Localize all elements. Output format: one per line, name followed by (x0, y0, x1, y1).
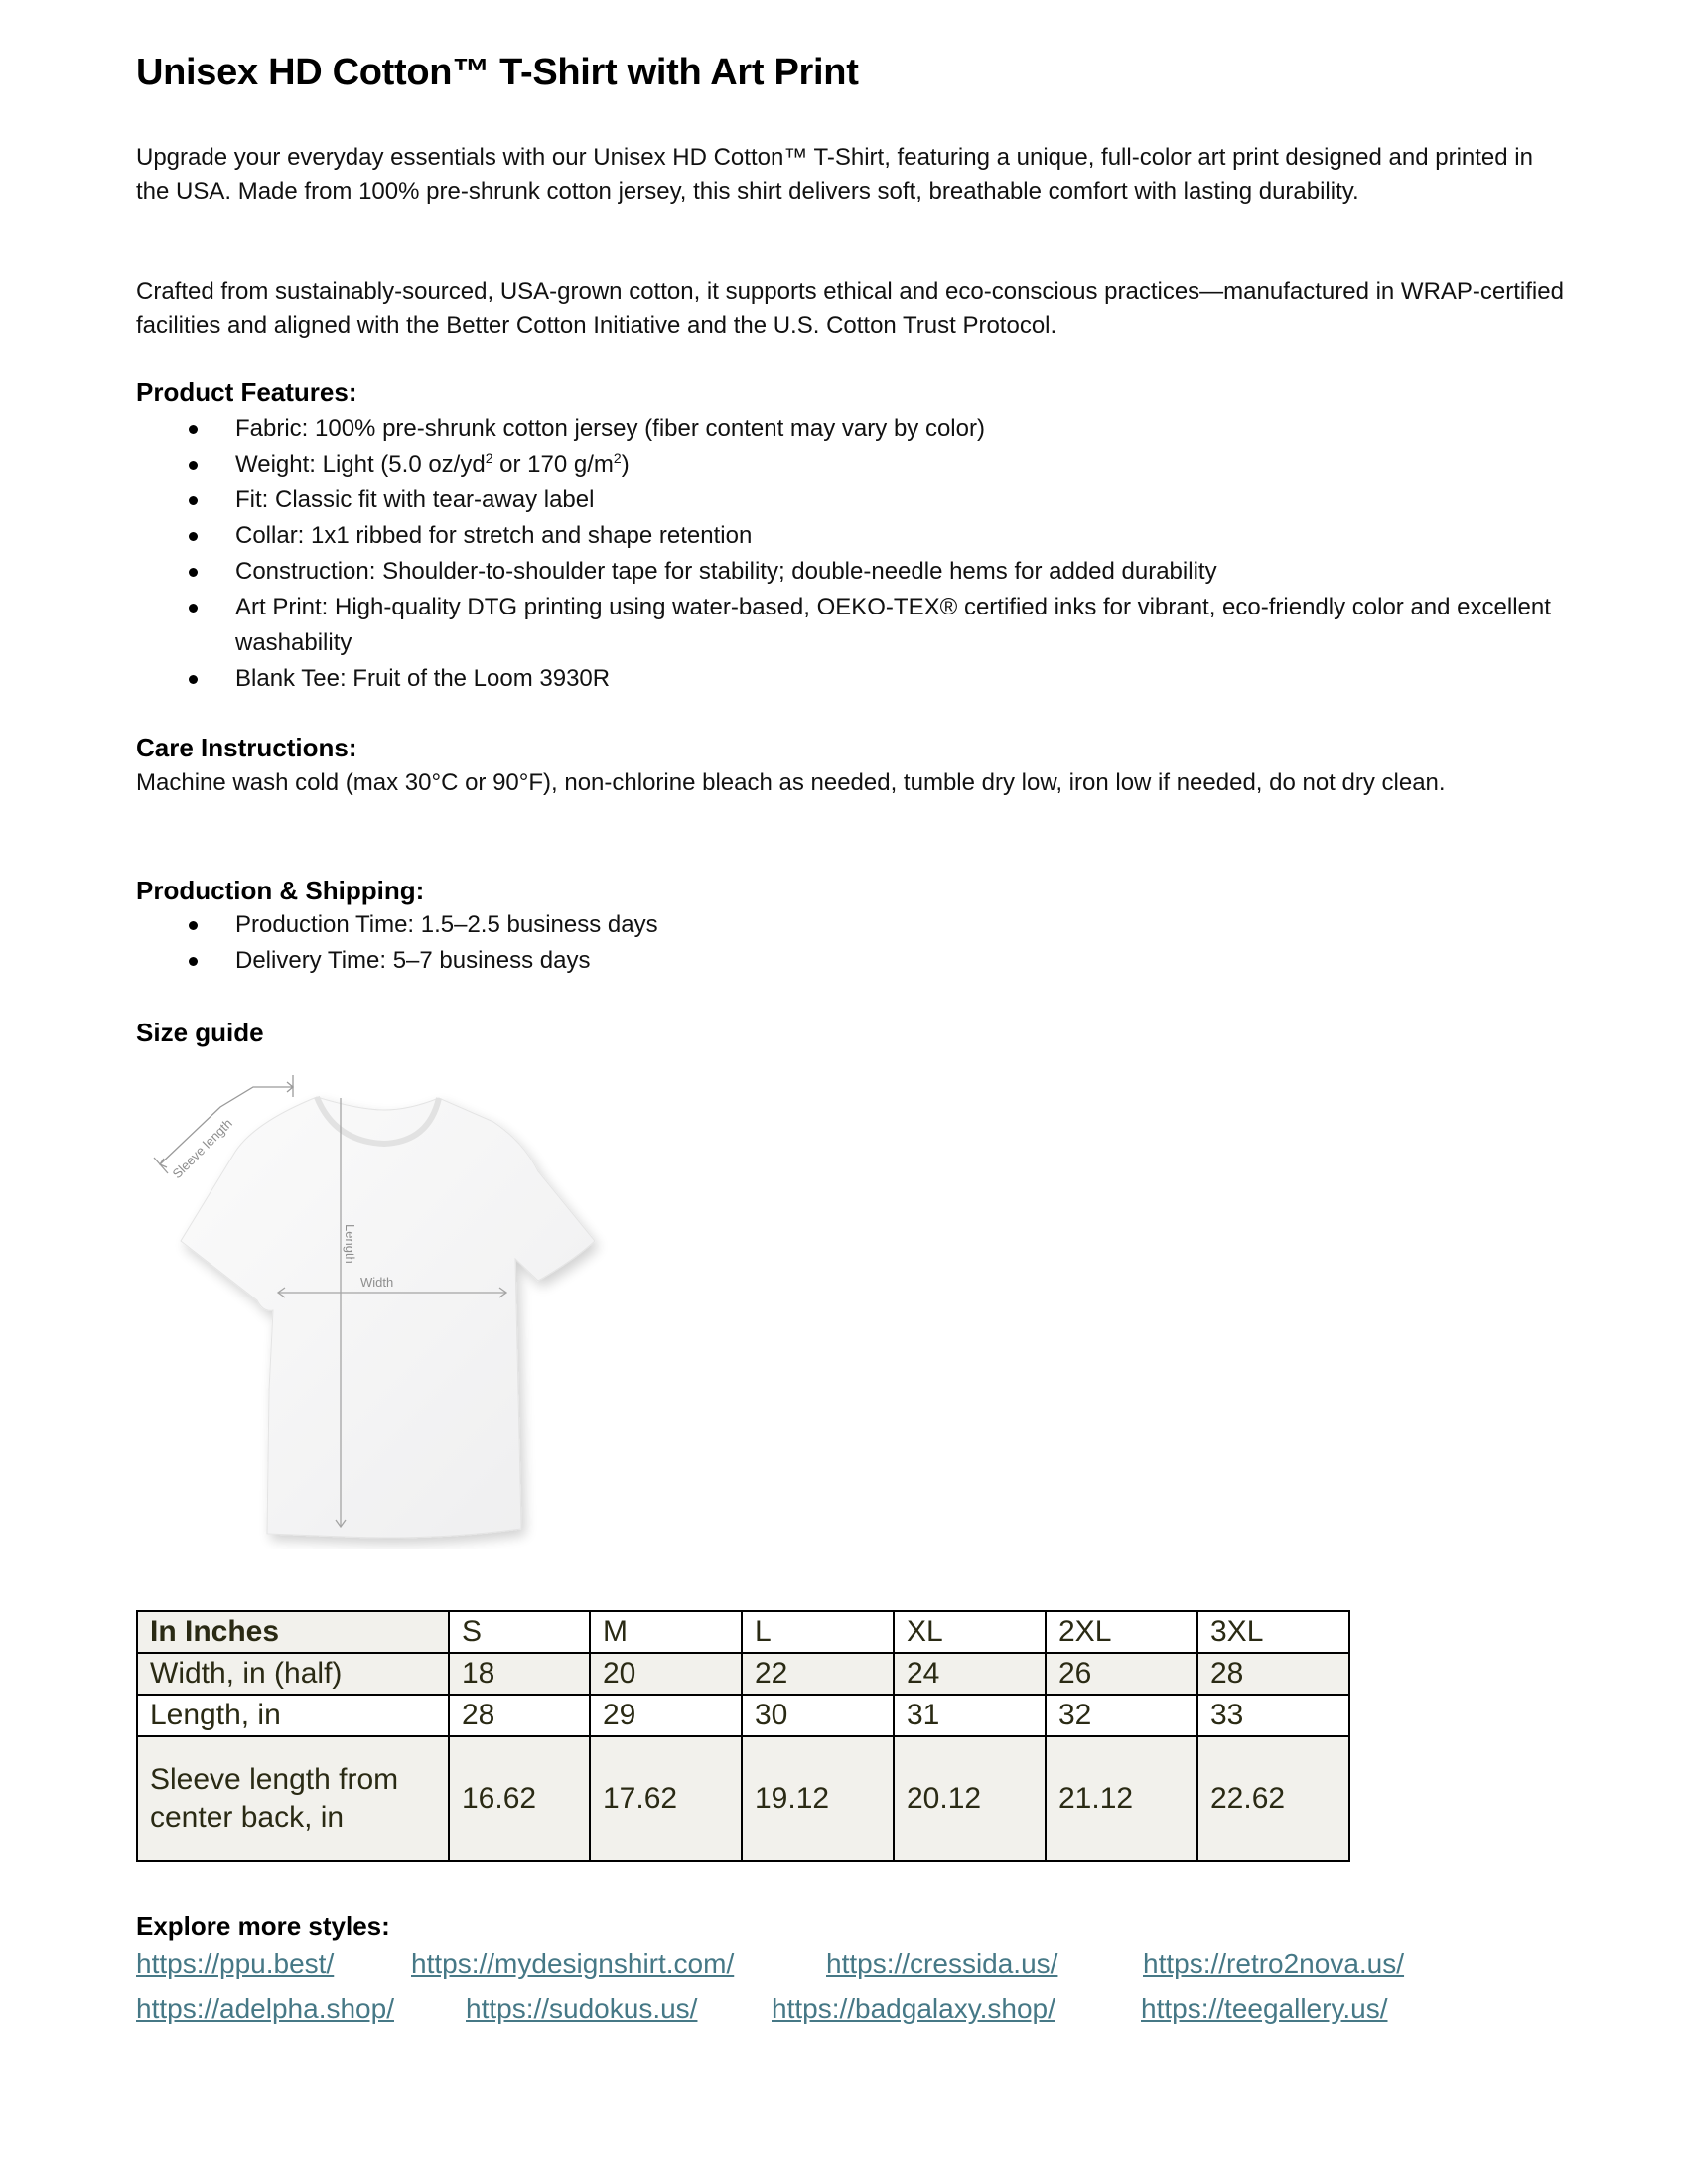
bullet-icon (189, 532, 198, 541)
intro-paragraph-2: Crafted from sustainably-sourced, USA-grown cotton, it supports ethical and eco-conscious practices—manufactured in WRAP-certified facilities and aligned with the Better Cotton Initiative and the U.S. Cotton Trust Protocol. (136, 278, 1564, 339)
bullet-icon (189, 604, 198, 613)
link-sudokus[interactable]: https://sudokus.us/ (466, 1993, 698, 2024)
table-header-cell: M (590, 1611, 742, 1653)
bullet-icon (189, 675, 198, 684)
table-row (137, 1653, 1349, 1695)
features-list (136, 411, 1566, 697)
bullet-icon (189, 425, 198, 434)
length-label: Length (343, 1224, 357, 1264)
list-item: Collar: 1x1 ribbed for stretch and shape retention (136, 518, 1566, 554)
table-cell: 21.12 (1046, 1736, 1197, 1861)
table-cell: 19.12 (742, 1736, 894, 1861)
size-chart-table (136, 1610, 1350, 1862)
list-item: Fit: Classic fit with tear-away label (136, 482, 1566, 518)
tshirt-shape (181, 1097, 595, 1538)
bullet-icon (189, 568, 198, 577)
list-item: Production Time: 1.5–2.5 business days (136, 907, 1566, 943)
table-cell: 29 (590, 1695, 742, 1736)
sleeve-length-label: Sleeve length (169, 1115, 235, 1182)
table-header-cell: 2XL (1046, 1611, 1197, 1653)
explore-heading: Explore more styles: (136, 1911, 390, 1941)
production-heading: Production & Shipping: (136, 876, 425, 905)
table-cell: 28 (1197, 1653, 1349, 1695)
link-cressida[interactable]: https://cressida.us/ (826, 1948, 1058, 1979)
list-item: Art Print: High-quality DTG printing using water-based, OEKO-TEX® certified inks for vibrant, eco-friendly color and excellent washability (136, 590, 1566, 661)
intro-paragraph-1: Upgrade your everyday essentials with our Unisex HD Cotton™ T-Shirt, featuring a unique, full-color art print designed and printed in the USA. Made from 100% pre-shrunk cotton jersey, this shirt delivers soft, breathable comfort with lasting durability. (136, 144, 1533, 205)
tshirt-diagram-svg (146, 1062, 672, 1549)
table-header-cell: In Inches (137, 1611, 449, 1653)
table-cell: 22 (742, 1653, 894, 1695)
table-row (137, 1695, 1349, 1736)
table-cell: 33 (1197, 1695, 1349, 1736)
table-cell: 16.62 (449, 1736, 590, 1861)
table-cell: 24 (894, 1653, 1046, 1695)
link-ppu-best[interactable]: https://ppu.best/ (136, 1948, 335, 1979)
link-adelpha[interactable]: https://adelpha.shop/ (136, 1993, 394, 2024)
table-row (137, 1736, 1349, 1861)
list-item: Delivery Time: 5–7 business days (136, 943, 1566, 979)
table-cell: 31 (894, 1695, 1046, 1736)
link-retro2nova[interactable]: https://retro2nova.us/ (1143, 1948, 1405, 1979)
bullet-icon (189, 461, 198, 470)
link-mydesignshirt[interactable]: https://mydesignshirt.com/ (411, 1948, 735, 1979)
table-cell: 20 (590, 1653, 742, 1695)
table-cell: Width, in (half) (137, 1653, 449, 1695)
table-cell: 32 (1046, 1695, 1197, 1736)
table-cell: 28 (449, 1695, 590, 1736)
table-header-cell: L (742, 1611, 894, 1653)
table-cell: 20.12 (894, 1736, 1046, 1861)
care-text: Machine wash cold (max 30°C or 90°F), non-chlorine bleach as needed, tumble dry low, iron low if needed, do not dry clean. (136, 769, 1446, 796)
bullet-icon (189, 496, 198, 505)
care-heading: Care Instructions: (136, 733, 357, 762)
tshirt-size-diagram (146, 1062, 672, 1549)
bullet-icon (189, 957, 198, 966)
table-header-cell: XL (894, 1611, 1046, 1653)
list-item: Weight: Light (5.0 $oz/yd^2$ or 170 $g/m^2$) (136, 447, 1566, 482)
table-cell: 17.62 (590, 1736, 742, 1861)
width-label: Width (360, 1275, 394, 1290)
list-item: Fabric: 100% pre-shrunk cotton jersey (fiber content may vary by color) (136, 411, 1566, 447)
link-teegallery[interactable]: https://teegallery.us/ (1141, 1993, 1388, 2024)
list-item: Construction: Shoulder-to-shoulder tape for stability; double-needle hems for added durability (136, 554, 1566, 590)
table-cell: 22.62 (1197, 1736, 1349, 1861)
production-list (136, 907, 1566, 979)
table-cell: 18 (449, 1653, 590, 1695)
list-item: Blank Tee: Fruit of the Loom 3930R (136, 661, 1566, 697)
page-title: Unisex HD Cotton™ T-Shirt with Art Print (136, 52, 859, 93)
table-cell: 30 (742, 1695, 894, 1736)
table-cell: Sleeve length from center back, in (137, 1736, 449, 1861)
size-guide-heading: Size guide (136, 1018, 264, 1047)
table-cell: Length, in (137, 1695, 449, 1736)
table-header-cell: 3XL (1197, 1611, 1349, 1653)
bullet-icon (189, 921, 198, 930)
table-header-row (137, 1611, 1349, 1653)
link-badgalaxy[interactable]: https://badgalaxy.shop/ (772, 1993, 1055, 2024)
features-heading: Product Features: (136, 377, 357, 407)
table-cell: 26 (1046, 1653, 1197, 1695)
table-header-cell: S (449, 1611, 590, 1653)
